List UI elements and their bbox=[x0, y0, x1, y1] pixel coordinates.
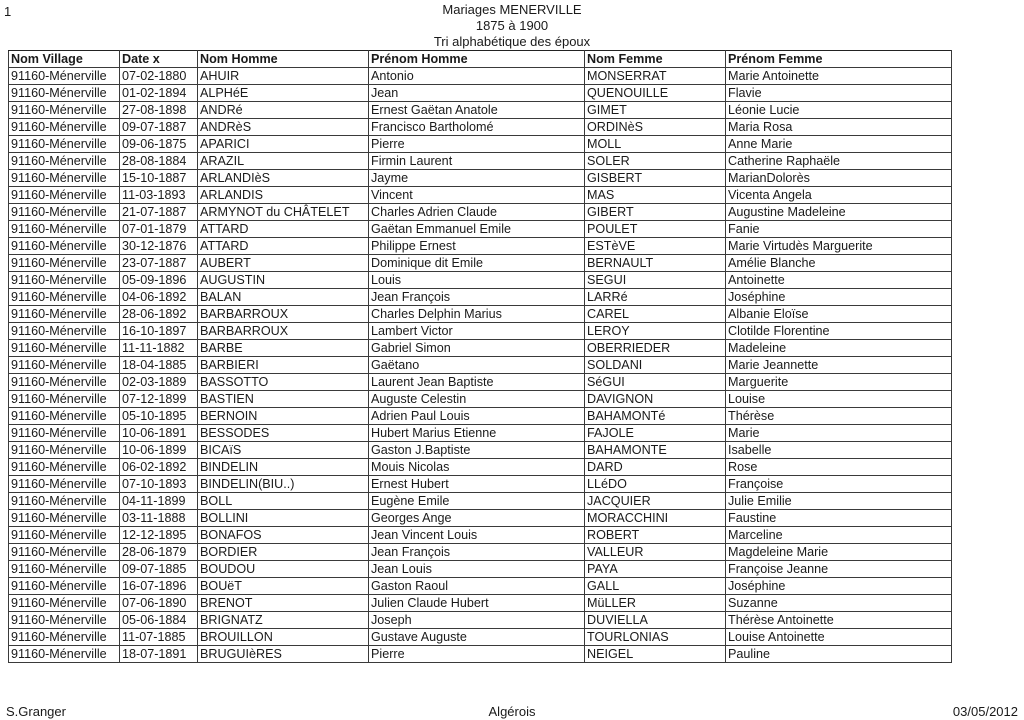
column-header-date: Date x bbox=[120, 51, 198, 68]
cell-husband-surname: BASSOTTO bbox=[198, 374, 369, 391]
cell-husband-surname: BARBIERI bbox=[198, 357, 369, 374]
cell-village: 91160-Ménerville bbox=[9, 476, 120, 493]
cell-wife-surname: POULET bbox=[585, 221, 726, 238]
cell-husband-surname: ANDRèS bbox=[198, 119, 369, 136]
cell-wife-surname: OBERRIEDER bbox=[585, 340, 726, 357]
cell-husband-surname: BARBARROUX bbox=[198, 306, 369, 323]
cell-husband-surname: ARMYNOT du CHÂTELET bbox=[198, 204, 369, 221]
cell-wife-surname: SOLDANI bbox=[585, 357, 726, 374]
marriage-register-table bbox=[8, 50, 952, 663]
cell-date: 04-06-1892 bbox=[120, 289, 198, 306]
cell-date: 23-07-1887 bbox=[120, 255, 198, 272]
cell-husband-surname: BALAN bbox=[198, 289, 369, 306]
cell-date: 04-11-1899 bbox=[120, 493, 198, 510]
cell-husband-firstname: Louis bbox=[369, 272, 585, 289]
cell-husband-firstname: Philippe Ernest bbox=[369, 238, 585, 255]
cell-wife-surname: ROBERT bbox=[585, 527, 726, 544]
cell-husband-firstname: Ernest Hubert bbox=[369, 476, 585, 493]
cell-husband-surname: AUGUSTIN bbox=[198, 272, 369, 289]
cell-wife-firstname: Rose bbox=[726, 459, 952, 476]
cell-husband-firstname: Gabriel Simon bbox=[369, 340, 585, 357]
table-row bbox=[9, 119, 952, 136]
cell-husband-firstname: Gaston J.Baptiste bbox=[369, 442, 585, 459]
table-row bbox=[9, 510, 952, 527]
cell-date: 11-11-1882 bbox=[120, 340, 198, 357]
cell-husband-surname: BICAïS bbox=[198, 442, 369, 459]
table-row bbox=[9, 238, 952, 255]
cell-husband-firstname: Mouis Nicolas bbox=[369, 459, 585, 476]
cell-husband-firstname: Gaston Raoul bbox=[369, 578, 585, 595]
table-row bbox=[9, 408, 952, 425]
cell-wife-surname: GALL bbox=[585, 578, 726, 595]
cell-wife-surname: SOLER bbox=[585, 153, 726, 170]
cell-date: 09-07-1887 bbox=[120, 119, 198, 136]
cell-date: 07-01-1879 bbox=[120, 221, 198, 238]
cell-wife-firstname: Amélie Blanche bbox=[726, 255, 952, 272]
cell-village: 91160-Ménerville bbox=[9, 442, 120, 459]
cell-wife-surname: MONSERRAT bbox=[585, 68, 726, 85]
cell-date: 07-02-1880 bbox=[120, 68, 198, 85]
cell-date: 02-03-1889 bbox=[120, 374, 198, 391]
cell-wife-surname: DUVIELLA bbox=[585, 612, 726, 629]
cell-husband-firstname: Charles Delphin Marius bbox=[369, 306, 585, 323]
cell-husband-firstname: Jean François bbox=[369, 544, 585, 561]
table-row bbox=[9, 255, 952, 272]
cell-wife-firstname: MarianDolorès bbox=[726, 170, 952, 187]
cell-date: 05-06-1884 bbox=[120, 612, 198, 629]
cell-wife-firstname: Joséphine bbox=[726, 578, 952, 595]
cell-date: 27-08-1898 bbox=[120, 102, 198, 119]
cell-date: 05-10-1895 bbox=[120, 408, 198, 425]
table-row bbox=[9, 357, 952, 374]
cell-husband-firstname: Pierre bbox=[369, 136, 585, 153]
cell-husband-firstname: Adrien Paul Louis bbox=[369, 408, 585, 425]
cell-wife-surname: DAVIGNON bbox=[585, 391, 726, 408]
cell-date: 09-07-1885 bbox=[120, 561, 198, 578]
cell-wife-surname: CAREL bbox=[585, 306, 726, 323]
cell-wife-firstname: Madeleine bbox=[726, 340, 952, 357]
cell-wife-surname: FAJOLE bbox=[585, 425, 726, 442]
column-header-husband-firstname: Prénom Homme bbox=[369, 51, 585, 68]
cell-husband-firstname: Jean François bbox=[369, 289, 585, 306]
cell-wife-firstname: Thérèse Antoinette bbox=[726, 612, 952, 629]
table-row bbox=[9, 323, 952, 340]
cell-husband-firstname: Jean Vincent Louis bbox=[369, 527, 585, 544]
cell-wife-firstname: Marie Antoinette bbox=[726, 68, 952, 85]
cell-husband-surname: BRIGNATZ bbox=[198, 612, 369, 629]
cell-village: 91160-Ménerville bbox=[9, 510, 120, 527]
cell-village: 91160-Ménerville bbox=[9, 527, 120, 544]
cell-wife-firstname: Louise bbox=[726, 391, 952, 408]
cell-wife-surname: PAYA bbox=[585, 561, 726, 578]
cell-wife-firstname: Augustine Madeleine bbox=[726, 204, 952, 221]
cell-village: 91160-Ménerville bbox=[9, 68, 120, 85]
cell-village: 91160-Ménerville bbox=[9, 204, 120, 221]
table-row bbox=[9, 544, 952, 561]
cell-date: 16-07-1896 bbox=[120, 578, 198, 595]
cell-wife-surname: NEIGEL bbox=[585, 646, 726, 663]
cell-village: 91160-Ménerville bbox=[9, 102, 120, 119]
cell-date: 12-12-1895 bbox=[120, 527, 198, 544]
table-row bbox=[9, 374, 952, 391]
table-row bbox=[9, 476, 952, 493]
cell-date: 15-10-1887 bbox=[120, 170, 198, 187]
cell-village: 91160-Ménerville bbox=[9, 187, 120, 204]
cell-wife-firstname: Marguerite bbox=[726, 374, 952, 391]
cell-husband-firstname: Antonio bbox=[369, 68, 585, 85]
cell-husband-firstname: Jayme bbox=[369, 170, 585, 187]
cell-husband-firstname: Gaëtano bbox=[369, 357, 585, 374]
cell-husband-surname: BORDIER bbox=[198, 544, 369, 561]
cell-husband-firstname: Charles Adrien Claude bbox=[369, 204, 585, 221]
cell-village: 91160-Ménerville bbox=[9, 221, 120, 238]
cell-village: 91160-Ménerville bbox=[9, 391, 120, 408]
cell-husband-firstname: Francisco Bartholomé bbox=[369, 119, 585, 136]
cell-wife-surname: ORDINèS bbox=[585, 119, 726, 136]
cell-husband-firstname: Lambert Victor bbox=[369, 323, 585, 340]
cell-wife-surname: BERNAULT bbox=[585, 255, 726, 272]
table-row bbox=[9, 442, 952, 459]
cell-village: 91160-Ménerville bbox=[9, 289, 120, 306]
cell-wife-surname: LARRé bbox=[585, 289, 726, 306]
cell-wife-surname: ESTèVE bbox=[585, 238, 726, 255]
cell-village: 91160-Ménerville bbox=[9, 459, 120, 476]
cell-husband-firstname: Georges Ange bbox=[369, 510, 585, 527]
column-header-wife-surname: Nom Femme bbox=[585, 51, 726, 68]
cell-wife-firstname: Françoise Jeanne bbox=[726, 561, 952, 578]
cell-date: 28-06-1892 bbox=[120, 306, 198, 323]
cell-date: 10-06-1899 bbox=[120, 442, 198, 459]
cell-date: 28-06-1879 bbox=[120, 544, 198, 561]
cell-village: 91160-Ménerville bbox=[9, 595, 120, 612]
column-header-village: Nom Village bbox=[9, 51, 120, 68]
table-row bbox=[9, 425, 952, 442]
cell-wife-firstname: Isabelle bbox=[726, 442, 952, 459]
cell-village: 91160-Ménerville bbox=[9, 578, 120, 595]
cell-husband-surname: BINDELIN(BIU..) bbox=[198, 476, 369, 493]
cell-village: 91160-Ménerville bbox=[9, 272, 120, 289]
table-row bbox=[9, 646, 952, 663]
footer-date: 03/05/2012 bbox=[952, 704, 1018, 719]
cell-husband-firstname: Pierre bbox=[369, 646, 585, 663]
cell-wife-firstname: Catherine Raphaële bbox=[726, 153, 952, 170]
table-row bbox=[9, 459, 952, 476]
cell-date: 11-03-1893 bbox=[120, 187, 198, 204]
cell-wife-firstname: Clotilde Florentine bbox=[726, 323, 952, 340]
cell-wife-surname: GIMET bbox=[585, 102, 726, 119]
cell-husband-firstname: Hubert Marius Etienne bbox=[369, 425, 585, 442]
table-row bbox=[9, 221, 952, 238]
cell-wife-firstname: Vicenta Angela bbox=[726, 187, 952, 204]
table-row bbox=[9, 187, 952, 204]
document-title: Mariages MENERVILLE bbox=[442, 2, 582, 17]
cell-date: 16-10-1897 bbox=[120, 323, 198, 340]
cell-date: 07-12-1899 bbox=[120, 391, 198, 408]
cell-village: 91160-Ménerville bbox=[9, 408, 120, 425]
cell-village: 91160-Ménerville bbox=[9, 306, 120, 323]
cell-date: 06-02-1892 bbox=[120, 459, 198, 476]
cell-date: 11-07-1885 bbox=[120, 629, 198, 646]
document-subtitle: Tri alphabétique des époux bbox=[433, 34, 591, 49]
cell-husband-surname: BARBE bbox=[198, 340, 369, 357]
cell-husband-firstname: Auguste Celestin bbox=[369, 391, 585, 408]
cell-wife-firstname: Anne Marie bbox=[726, 136, 952, 153]
table-row bbox=[9, 578, 952, 595]
cell-husband-surname: ATTARD bbox=[198, 221, 369, 238]
table-row bbox=[9, 272, 952, 289]
cell-date: 18-04-1885 bbox=[120, 357, 198, 374]
cell-wife-firstname: Léonie Lucie bbox=[726, 102, 952, 119]
cell-husband-firstname: Joseph bbox=[369, 612, 585, 629]
cell-wife-firstname: Louise Antoinette bbox=[726, 629, 952, 646]
cell-wife-firstname: Antoinette bbox=[726, 272, 952, 289]
cell-village: 91160-Ménerville bbox=[9, 561, 120, 578]
cell-wife-surname: GIBERT bbox=[585, 204, 726, 221]
cell-village: 91160-Ménerville bbox=[9, 493, 120, 510]
page-number: 1 bbox=[4, 4, 12, 19]
cell-husband-firstname: Laurent Jean Baptiste bbox=[369, 374, 585, 391]
cell-village: 91160-Ménerville bbox=[9, 629, 120, 646]
cell-village: 91160-Ménerville bbox=[9, 612, 120, 629]
cell-village: 91160-Ménerville bbox=[9, 374, 120, 391]
cell-husband-firstname: Gaëtan Emmanuel Emile bbox=[369, 221, 585, 238]
column-header-wife-firstname: Prénom Femme bbox=[726, 51, 952, 68]
cell-husband-surname: ARLANDIS bbox=[198, 187, 369, 204]
cell-wife-firstname: Albanie Eloïse bbox=[726, 306, 952, 323]
cell-village: 91160-Ménerville bbox=[9, 544, 120, 561]
cell-wife-surname: VALLEUR bbox=[585, 544, 726, 561]
cell-wife-surname: MAS bbox=[585, 187, 726, 204]
document-header bbox=[0, 2, 1024, 50]
cell-wife-surname: DARD bbox=[585, 459, 726, 476]
table-header-row bbox=[9, 51, 952, 68]
cell-date: 30-12-1876 bbox=[120, 238, 198, 255]
cell-husband-surname: APARICI bbox=[198, 136, 369, 153]
cell-date: 07-06-1890 bbox=[120, 595, 198, 612]
table-row bbox=[9, 595, 952, 612]
cell-husband-firstname: Jean bbox=[369, 85, 585, 102]
cell-wife-surname: MüLLER bbox=[585, 595, 726, 612]
cell-husband-firstname: Gustave Auguste bbox=[369, 629, 585, 646]
cell-wife-surname: MOLL bbox=[585, 136, 726, 153]
cell-husband-surname: AHUIR bbox=[198, 68, 369, 85]
cell-wife-firstname: Marie Virtudès Marguerite bbox=[726, 238, 952, 255]
cell-wife-surname: SéGUI bbox=[585, 374, 726, 391]
cell-date: 09-06-1875 bbox=[120, 136, 198, 153]
table-row bbox=[9, 493, 952, 510]
cell-wife-firstname: Julie Emilie bbox=[726, 493, 952, 510]
cell-date: 28-08-1884 bbox=[120, 153, 198, 170]
cell-village: 91160-Ménerville bbox=[9, 323, 120, 340]
cell-husband-surname: ARAZIL bbox=[198, 153, 369, 170]
cell-date: 21-07-1887 bbox=[120, 204, 198, 221]
cell-village: 91160-Ménerville bbox=[9, 119, 120, 136]
footer-region: Algérois bbox=[488, 704, 536, 719]
cell-husband-surname: BROUILLON bbox=[198, 629, 369, 646]
cell-village: 91160-Ménerville bbox=[9, 646, 120, 663]
cell-husband-surname: ALPHéE bbox=[198, 85, 369, 102]
cell-village: 91160-Ménerville bbox=[9, 170, 120, 187]
cell-wife-firstname: Thérèse bbox=[726, 408, 952, 425]
cell-date: 18-07-1891 bbox=[120, 646, 198, 663]
cell-husband-surname: BESSODES bbox=[198, 425, 369, 442]
cell-husband-surname: BERNOIN bbox=[198, 408, 369, 425]
cell-husband-surname: BOUëT bbox=[198, 578, 369, 595]
cell-wife-surname: MORACCHINI bbox=[585, 510, 726, 527]
table-row bbox=[9, 527, 952, 544]
table-row bbox=[9, 289, 952, 306]
cell-husband-surname: ATTARD bbox=[198, 238, 369, 255]
cell-husband-surname: ANDRé bbox=[198, 102, 369, 119]
cell-husband-firstname: Vincent bbox=[369, 187, 585, 204]
cell-husband-surname: BINDELIN bbox=[198, 459, 369, 476]
cell-husband-surname: BASTIEN bbox=[198, 391, 369, 408]
cell-husband-surname: BOUDOU bbox=[198, 561, 369, 578]
cell-village: 91160-Ménerville bbox=[9, 153, 120, 170]
cell-husband-surname: ARLANDIèS bbox=[198, 170, 369, 187]
cell-husband-surname: BARBARROUX bbox=[198, 323, 369, 340]
cell-village: 91160-Ménerville bbox=[9, 340, 120, 357]
table-row bbox=[9, 629, 952, 646]
table-row bbox=[9, 153, 952, 170]
table-row bbox=[9, 85, 952, 102]
cell-husband-firstname: Ernest Gaëtan Anatole bbox=[369, 102, 585, 119]
cell-wife-firstname: Fanie bbox=[726, 221, 952, 238]
footer-author: S.Granger bbox=[6, 704, 66, 719]
cell-wife-surname: GISBERT bbox=[585, 170, 726, 187]
cell-date: 05-09-1896 bbox=[120, 272, 198, 289]
table-row bbox=[9, 68, 952, 85]
cell-husband-surname: BRUGUIèRES bbox=[198, 646, 369, 663]
cell-village: 91160-Ménerville bbox=[9, 425, 120, 442]
cell-wife-surname: BAHAMONTé bbox=[585, 408, 726, 425]
cell-wife-surname: TOURLONIAS bbox=[585, 629, 726, 646]
document-period: 1875 à 1900 bbox=[475, 18, 549, 33]
cell-wife-surname: QUENOUILLE bbox=[585, 85, 726, 102]
cell-wife-firstname: Pauline bbox=[726, 646, 952, 663]
cell-husband-surname: BRENOT bbox=[198, 595, 369, 612]
cell-wife-firstname: Marie bbox=[726, 425, 952, 442]
cell-wife-surname: JACQUIER bbox=[585, 493, 726, 510]
cell-husband-firstname: Dominique dit Emile bbox=[369, 255, 585, 272]
cell-village: 91160-Ménerville bbox=[9, 85, 120, 102]
cell-husband-firstname: Jean Louis bbox=[369, 561, 585, 578]
cell-husband-firstname: Julien Claude Hubert bbox=[369, 595, 585, 612]
cell-wife-surname: LLéDO bbox=[585, 476, 726, 493]
table-row bbox=[9, 340, 952, 357]
cell-wife-firstname: Joséphine bbox=[726, 289, 952, 306]
table-row bbox=[9, 561, 952, 578]
cell-wife-firstname: Françoise bbox=[726, 476, 952, 493]
column-header-husband-surname: Nom Homme bbox=[198, 51, 369, 68]
cell-husband-surname: AUBERT bbox=[198, 255, 369, 272]
table-row bbox=[9, 612, 952, 629]
cell-date: 01-02-1894 bbox=[120, 85, 198, 102]
cell-wife-surname: SEGUI bbox=[585, 272, 726, 289]
cell-date: 07-10-1893 bbox=[120, 476, 198, 493]
table-row bbox=[9, 102, 952, 119]
cell-wife-firstname: Faustine bbox=[726, 510, 952, 527]
cell-husband-surname: BONAFOS bbox=[198, 527, 369, 544]
cell-wife-firstname: Flavie bbox=[726, 85, 952, 102]
cell-husband-firstname: Firmin Laurent bbox=[369, 153, 585, 170]
cell-date: 03-11-1888 bbox=[120, 510, 198, 527]
cell-wife-firstname: Magdeleine Marie bbox=[726, 544, 952, 561]
cell-wife-firstname: Marie Jeannette bbox=[726, 357, 952, 374]
cell-husband-surname: BOLL bbox=[198, 493, 369, 510]
cell-husband-firstname: Eugène Emile bbox=[369, 493, 585, 510]
cell-husband-surname: BOLLINI bbox=[198, 510, 369, 527]
table-row bbox=[9, 391, 952, 408]
cell-wife-surname: BAHAMONTE bbox=[585, 442, 726, 459]
cell-village: 91160-Ménerville bbox=[9, 238, 120, 255]
table-row bbox=[9, 170, 952, 187]
cell-date: 10-06-1891 bbox=[120, 425, 198, 442]
cell-wife-firstname: Maria Rosa bbox=[726, 119, 952, 136]
cell-wife-firstname: Suzanne bbox=[726, 595, 952, 612]
table-row bbox=[9, 204, 952, 221]
cell-wife-firstname: Marceline bbox=[726, 527, 952, 544]
cell-village: 91160-Ménerville bbox=[9, 255, 120, 272]
table-row bbox=[9, 306, 952, 323]
table-row bbox=[9, 136, 952, 153]
cell-village: 91160-Ménerville bbox=[9, 357, 120, 374]
cell-village: 91160-Ménerville bbox=[9, 136, 120, 153]
cell-wife-surname: LEROY bbox=[585, 323, 726, 340]
